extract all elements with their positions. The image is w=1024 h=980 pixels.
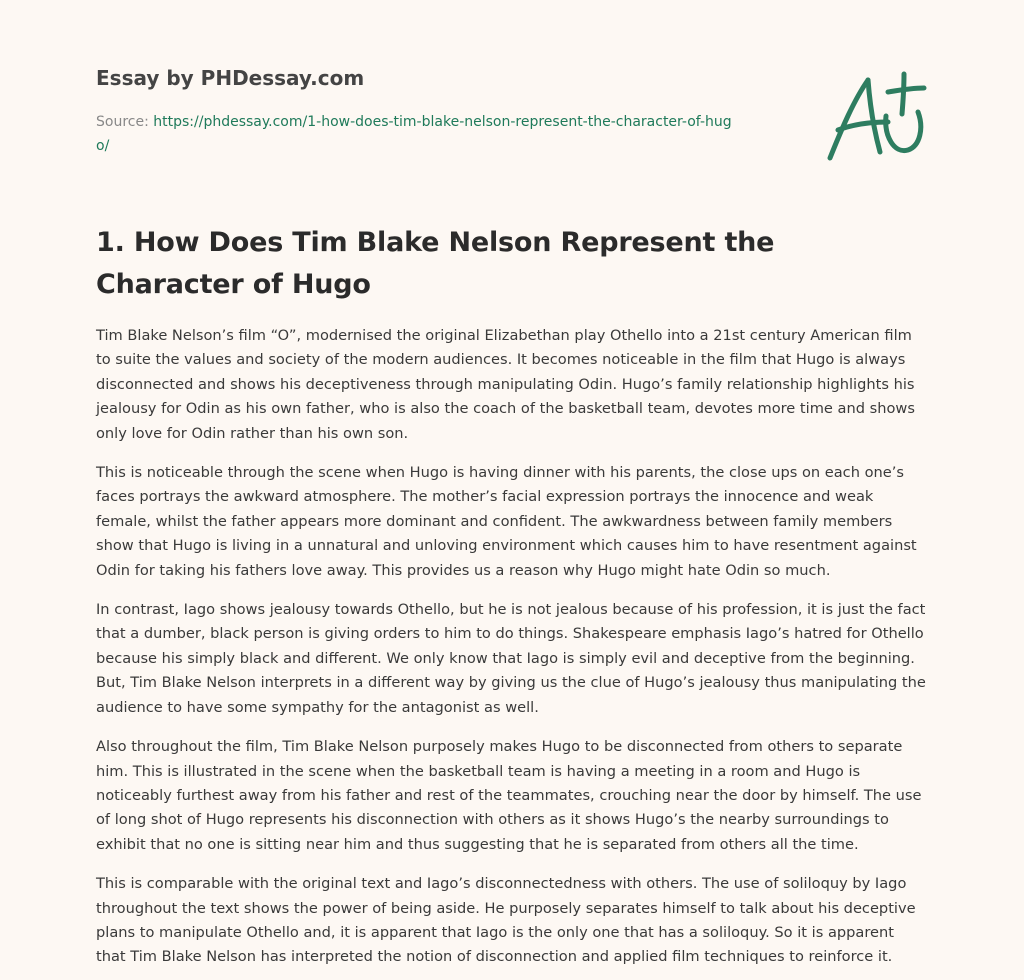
essay-paragraph: This is comparable with the original text and Iago’s disconnectedness with others. The use of soliloquy by Iago throughout the text shows the power of being aside. He purposely separates himself to talk about his deceptive plans to manipulate Othello and, it is apparent that Iago is the only one that has a soliloquy. So it is apparent that Tim Blake Nelson has interpreted the notion of disconnection and applied film techniques to reinforce it. <box>96 875 916 966</box>
essay-paragraph: This is noticeable through the scene when Hugo is having dinner with his parents, the close ups on each one’s faces portrays the awkward atmosphere. The mother’s facial expression portrays the innocence and weak female, whilst the father appears more dominant and confident. The awkwardness between family members show that Hugo is living in a unnatural and unloving environment which causes him to have resentment against Odin for taking his fathers love away. This provides us a reason why Hugo might hate Odin so much. <box>96 464 917 579</box>
essay-paragraph: Tim Blake Nelson’s film “O”, modernised the original Elizabethan play Othello into a 21st century American film to suite the values and society of the modern audiences. It becomes noticeable in the film that Hugo is always disconnected and shows his deceptiveness through manipulating Odin. Hugo’s family relationship highlights his jealousy for Odin as his own father, who is also the coach of the basketball team, devotes more time and shows only love for Odin rather than his own son. <box>96 327 915 442</box>
brand-title: Essay by PHDessay.com <box>96 66 365 90</box>
essay-paragraph: In contrast, Iago shows jealousy towards Othello, but he is not jealous because of his profession, it is just the fact that a dumber, black person is giving orders to him to do things. Shakespeare emphasis Iago’s hatred for Othello because his simply black and different. We only know that Iago is simply evil and deceptive from the beginning. But, Tim Blake Nelson interprets in a different way by giving us the clue of Hugo’s jealousy thus manipulating the audience to have some sympathy for the antagonist as well. <box>96 601 926 716</box>
essay-paragraph: Also throughout the film, Tim Blake Nelson purposely makes Hugo to be disconnected from others to separate him. This is illustrated in the scene when the basketball team is having a meeting in a room and Hugo is noticeably furthest away from his father and rest of the teammates, crouching near the door by himself. The use of long shot of Hugo represents his disconnection with others as it shows Hugo’s the nearby surroundings to exhibit that no one is sitting near him and thus suggesting that he is separated from others all the time. <box>96 738 922 853</box>
a-plus-logo-icon <box>820 66 930 166</box>
essay-header <box>96 62 796 158</box>
source-line <box>96 110 736 158</box>
source-label: Source: <box>96 114 149 130</box>
source-link[interactable]: https://phdessay.com/1-how-does-tim-blake-nelson-represent-the-character-of-hugo/ <box>96 114 732 154</box>
page-title: 1. How Does Tim Blake Nelson Represent the Character of Hugo <box>96 227 775 300</box>
essay-article <box>96 222 928 980</box>
